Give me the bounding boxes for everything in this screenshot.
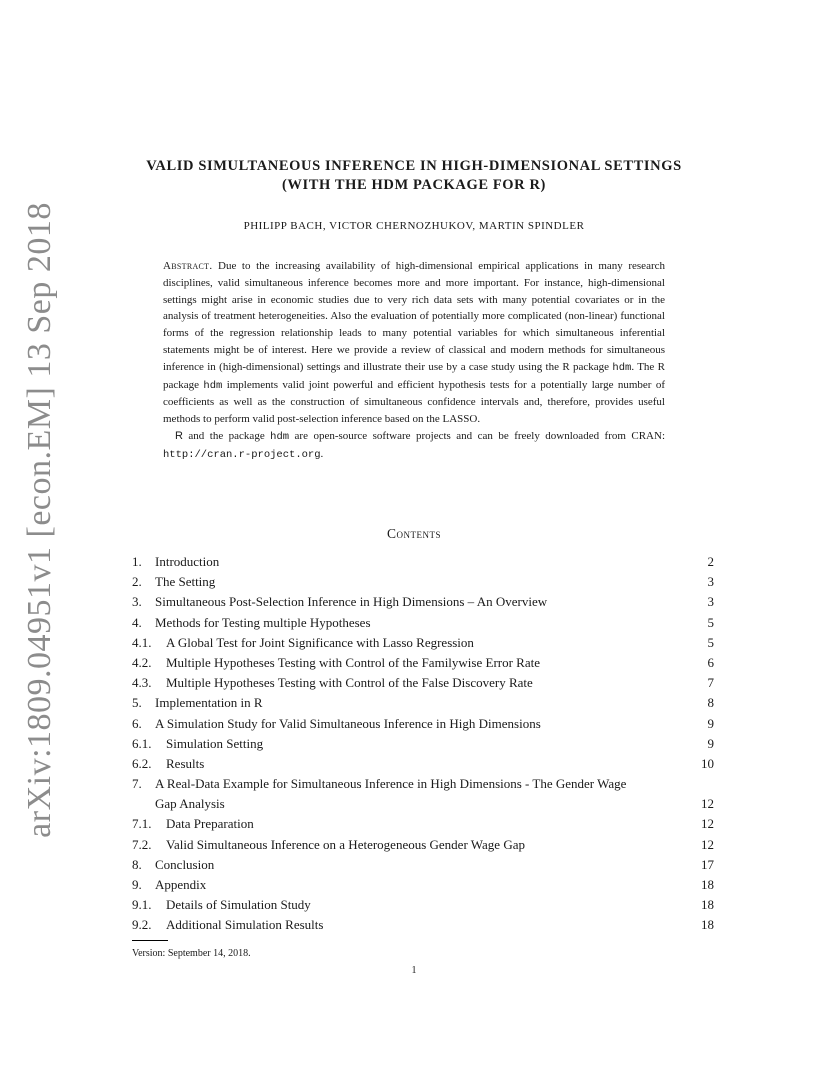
toc-entry-page: 2 bbox=[707, 554, 714, 569]
toc-entry-number: 8. bbox=[132, 856, 142, 872]
toc-entry-number: 9. bbox=[132, 877, 142, 892]
paper-title bbox=[110, 157, 718, 195]
toc-entry[interactable] bbox=[132, 633, 714, 653]
author-list: PHILIPP BACH, VICTOR CHERNOZHUKOV, MARTIN SPINDLER bbox=[243, 220, 585, 232]
toc-entry-page: 6 bbox=[707, 654, 714, 670]
toc-entry-number: 7.1. bbox=[132, 816, 152, 832]
toc-entry-title: Introduction bbox=[155, 554, 220, 569]
toc-entry-number: 2. bbox=[132, 574, 142, 590]
toc-entry-title: Implementation in R bbox=[155, 695, 263, 711]
toc-entry-page: 8 bbox=[707, 695, 714, 711]
toc-entry-number: 9.2. bbox=[132, 917, 152, 933]
toc-entry-number: 4.1. bbox=[132, 634, 152, 650]
abstract-paragraph-1 bbox=[163, 258, 665, 428]
toc-entry-title: The Setting bbox=[155, 574, 216, 590]
toc-entry-title: A Global Test for Joint Significance with Lasso Regression bbox=[166, 634, 474, 650]
toc-entry-title: Multiple Hypotheses Testing with Control of the False Discovery Rate bbox=[166, 675, 533, 691]
toc-entry[interactable] bbox=[132, 552, 714, 572]
toc-entry-number: 5. bbox=[132, 695, 142, 711]
version-footnote: Version: September 14, 2018. bbox=[132, 948, 251, 959]
toc-entry-page: 12 bbox=[701, 796, 714, 812]
package-name: hdm bbox=[270, 430, 290, 443]
abstract-text: are open-source software projects and can be freely downloaded from CRAN: bbox=[294, 429, 665, 442]
toc-entry-title: Simulation Setting bbox=[166, 735, 264, 751]
toc-entry-page: 9 bbox=[707, 735, 714, 751]
toc-entry-title: Methods for Testing multiple Hypotheses bbox=[155, 614, 371, 630]
toc-entry-number: 4. bbox=[132, 614, 142, 630]
toc-entry-number: 4.2. bbox=[132, 654, 152, 670]
toc-entry-title: Multiple Hypotheses Testing with Control of the Familywise Error Rate bbox=[166, 654, 540, 670]
toc-entry-title: Appendix bbox=[155, 877, 207, 892]
toc-entry-title: Gap Analysis bbox=[155, 796, 225, 812]
toc-entry[interactable] bbox=[132, 855, 714, 875]
title-line-2: (WITH THE HDM PACKAGE FOR R) bbox=[282, 177, 546, 193]
toc-entry-number: 6. bbox=[132, 715, 142, 731]
toc-entry-number: 6.1. bbox=[132, 735, 152, 751]
footnote-rule bbox=[132, 940, 168, 941]
toc-entry-continuation[interactable] bbox=[132, 794, 714, 814]
table-of-contents bbox=[132, 552, 714, 936]
abstract-text: . bbox=[320, 447, 324, 460]
toc-entry[interactable] bbox=[132, 875, 714, 895]
abstract-text: implements valid joint powerful and efficient hypothesis tests for a potentially large number of coefficients as well as the construction of simultaneous confidence intervals and, therefore, provides useful methods to perform valid post-selection inference based on the LASSO. bbox=[163, 378, 665, 426]
toc-entry[interactable] bbox=[132, 613, 714, 633]
abstract-text: . The R package bbox=[163, 360, 665, 391]
toc-entry[interactable] bbox=[132, 592, 714, 612]
abstract-text: and the package bbox=[188, 429, 265, 442]
toc-entry-number: 6.2. bbox=[132, 755, 152, 771]
toc-entry-number: 1. bbox=[132, 554, 142, 569]
toc-entry-number: 4.3. bbox=[132, 675, 152, 691]
toc-entry[interactable] bbox=[132, 714, 714, 734]
toc-entry[interactable] bbox=[132, 915, 714, 935]
toc-entry-title: Simultaneous Post-Selection Inference in High Dimensions – An Overview bbox=[155, 594, 548, 610]
toc-entry-title: Valid Simultaneous Inference on a Heterogeneous Gender Wage Gap bbox=[166, 836, 525, 852]
toc-entry[interactable] bbox=[132, 774, 714, 794]
toc-entry-page: 9 bbox=[707, 715, 714, 731]
toc-entry-page: 12 bbox=[701, 836, 714, 852]
toc-entry[interactable] bbox=[132, 895, 714, 915]
toc-entry-page: 5 bbox=[707, 634, 714, 650]
toc-entry-title: Data Preparation bbox=[166, 816, 254, 832]
toc-entry-page: 12 bbox=[701, 816, 714, 832]
arxiv-identifier: arXiv:1809.04951v1 [econ.EM] 13 Sep 2018 bbox=[21, 202, 58, 838]
toc-entry[interactable] bbox=[132, 814, 714, 834]
toc-entry-title: A Real-Data Example for Simultaneous Inference in High Dimensions - The Gender Wage bbox=[155, 776, 627, 792]
r-language-name: R bbox=[175, 429, 183, 442]
toc-entry-page: 3 bbox=[707, 594, 714, 610]
toc-entry-number: 3. bbox=[132, 594, 142, 610]
toc-entry-page: 7 bbox=[707, 675, 714, 691]
toc-entry-page: 5 bbox=[707, 614, 714, 630]
toc-entry-page: 3 bbox=[707, 574, 714, 590]
contents-heading: Contents bbox=[386, 526, 441, 541]
abstract-paragraph-2 bbox=[163, 428, 665, 464]
title-line-1: VALID SIMULTANEOUS INFERENCE IN HIGH-DIMENSIONAL SETTINGS bbox=[146, 158, 682, 174]
toc-entry-title: Conclusion bbox=[155, 856, 215, 872]
toc-entry-page: 18 bbox=[701, 897, 714, 913]
toc-entry-page: 17 bbox=[701, 856, 714, 872]
toc-entry[interactable] bbox=[132, 653, 714, 673]
toc-entry-title: Additional Simulation Results bbox=[166, 917, 324, 933]
toc-entry[interactable] bbox=[132, 693, 714, 713]
abstract bbox=[163, 258, 665, 464]
toc-entry-number: 7. bbox=[132, 776, 142, 792]
package-name: hdm bbox=[203, 379, 223, 392]
toc-entry-number: 7.2. bbox=[132, 836, 152, 852]
toc-entry-page: 18 bbox=[701, 877, 714, 892]
toc-entry-title: A Simulation Study for Valid Simultaneous Inference in High Dimensions bbox=[155, 715, 541, 731]
toc-entry-page: 18 bbox=[701, 917, 714, 933]
page-number: 1 bbox=[411, 965, 417, 976]
toc-entry-page: 10 bbox=[701, 755, 714, 771]
cran-url[interactable]: http://cran.r-project.org bbox=[163, 448, 321, 461]
abstract-text: Due to the increasing availability of high-dimensional empirical applications in many research disciplines, valid simultaneous inference becomes more and more important. For instance, high-dimensional settings might arise in economic studies due to very rich data sets with many potential covariates or in the analysis of treatment heterogeneities. Also the evaluation of potentially more complicated (non-linear) functional forms of the regression relationship leads to many potential variables for which simultaneous inferential statements might be of interest. Here we provide a review of classical and modern methods for simultaneous inference in (high-dimensional) settings and illustrate their use by a case study using the R package bbox=[163, 260, 665, 373]
toc-entry[interactable] bbox=[132, 734, 714, 754]
toc-entry[interactable] bbox=[132, 572, 714, 592]
package-name: hdm bbox=[612, 361, 632, 374]
toc-entry-title: Results bbox=[166, 755, 205, 771]
abstract-label: Abstract. bbox=[163, 260, 213, 272]
toc-entry[interactable] bbox=[132, 835, 714, 855]
toc-entry-number: 9.1. bbox=[132, 897, 152, 913]
toc-entry[interactable] bbox=[132, 673, 714, 693]
toc-entry[interactable] bbox=[132, 754, 714, 774]
toc-entry-title: Details of Simulation Study bbox=[166, 897, 311, 913]
